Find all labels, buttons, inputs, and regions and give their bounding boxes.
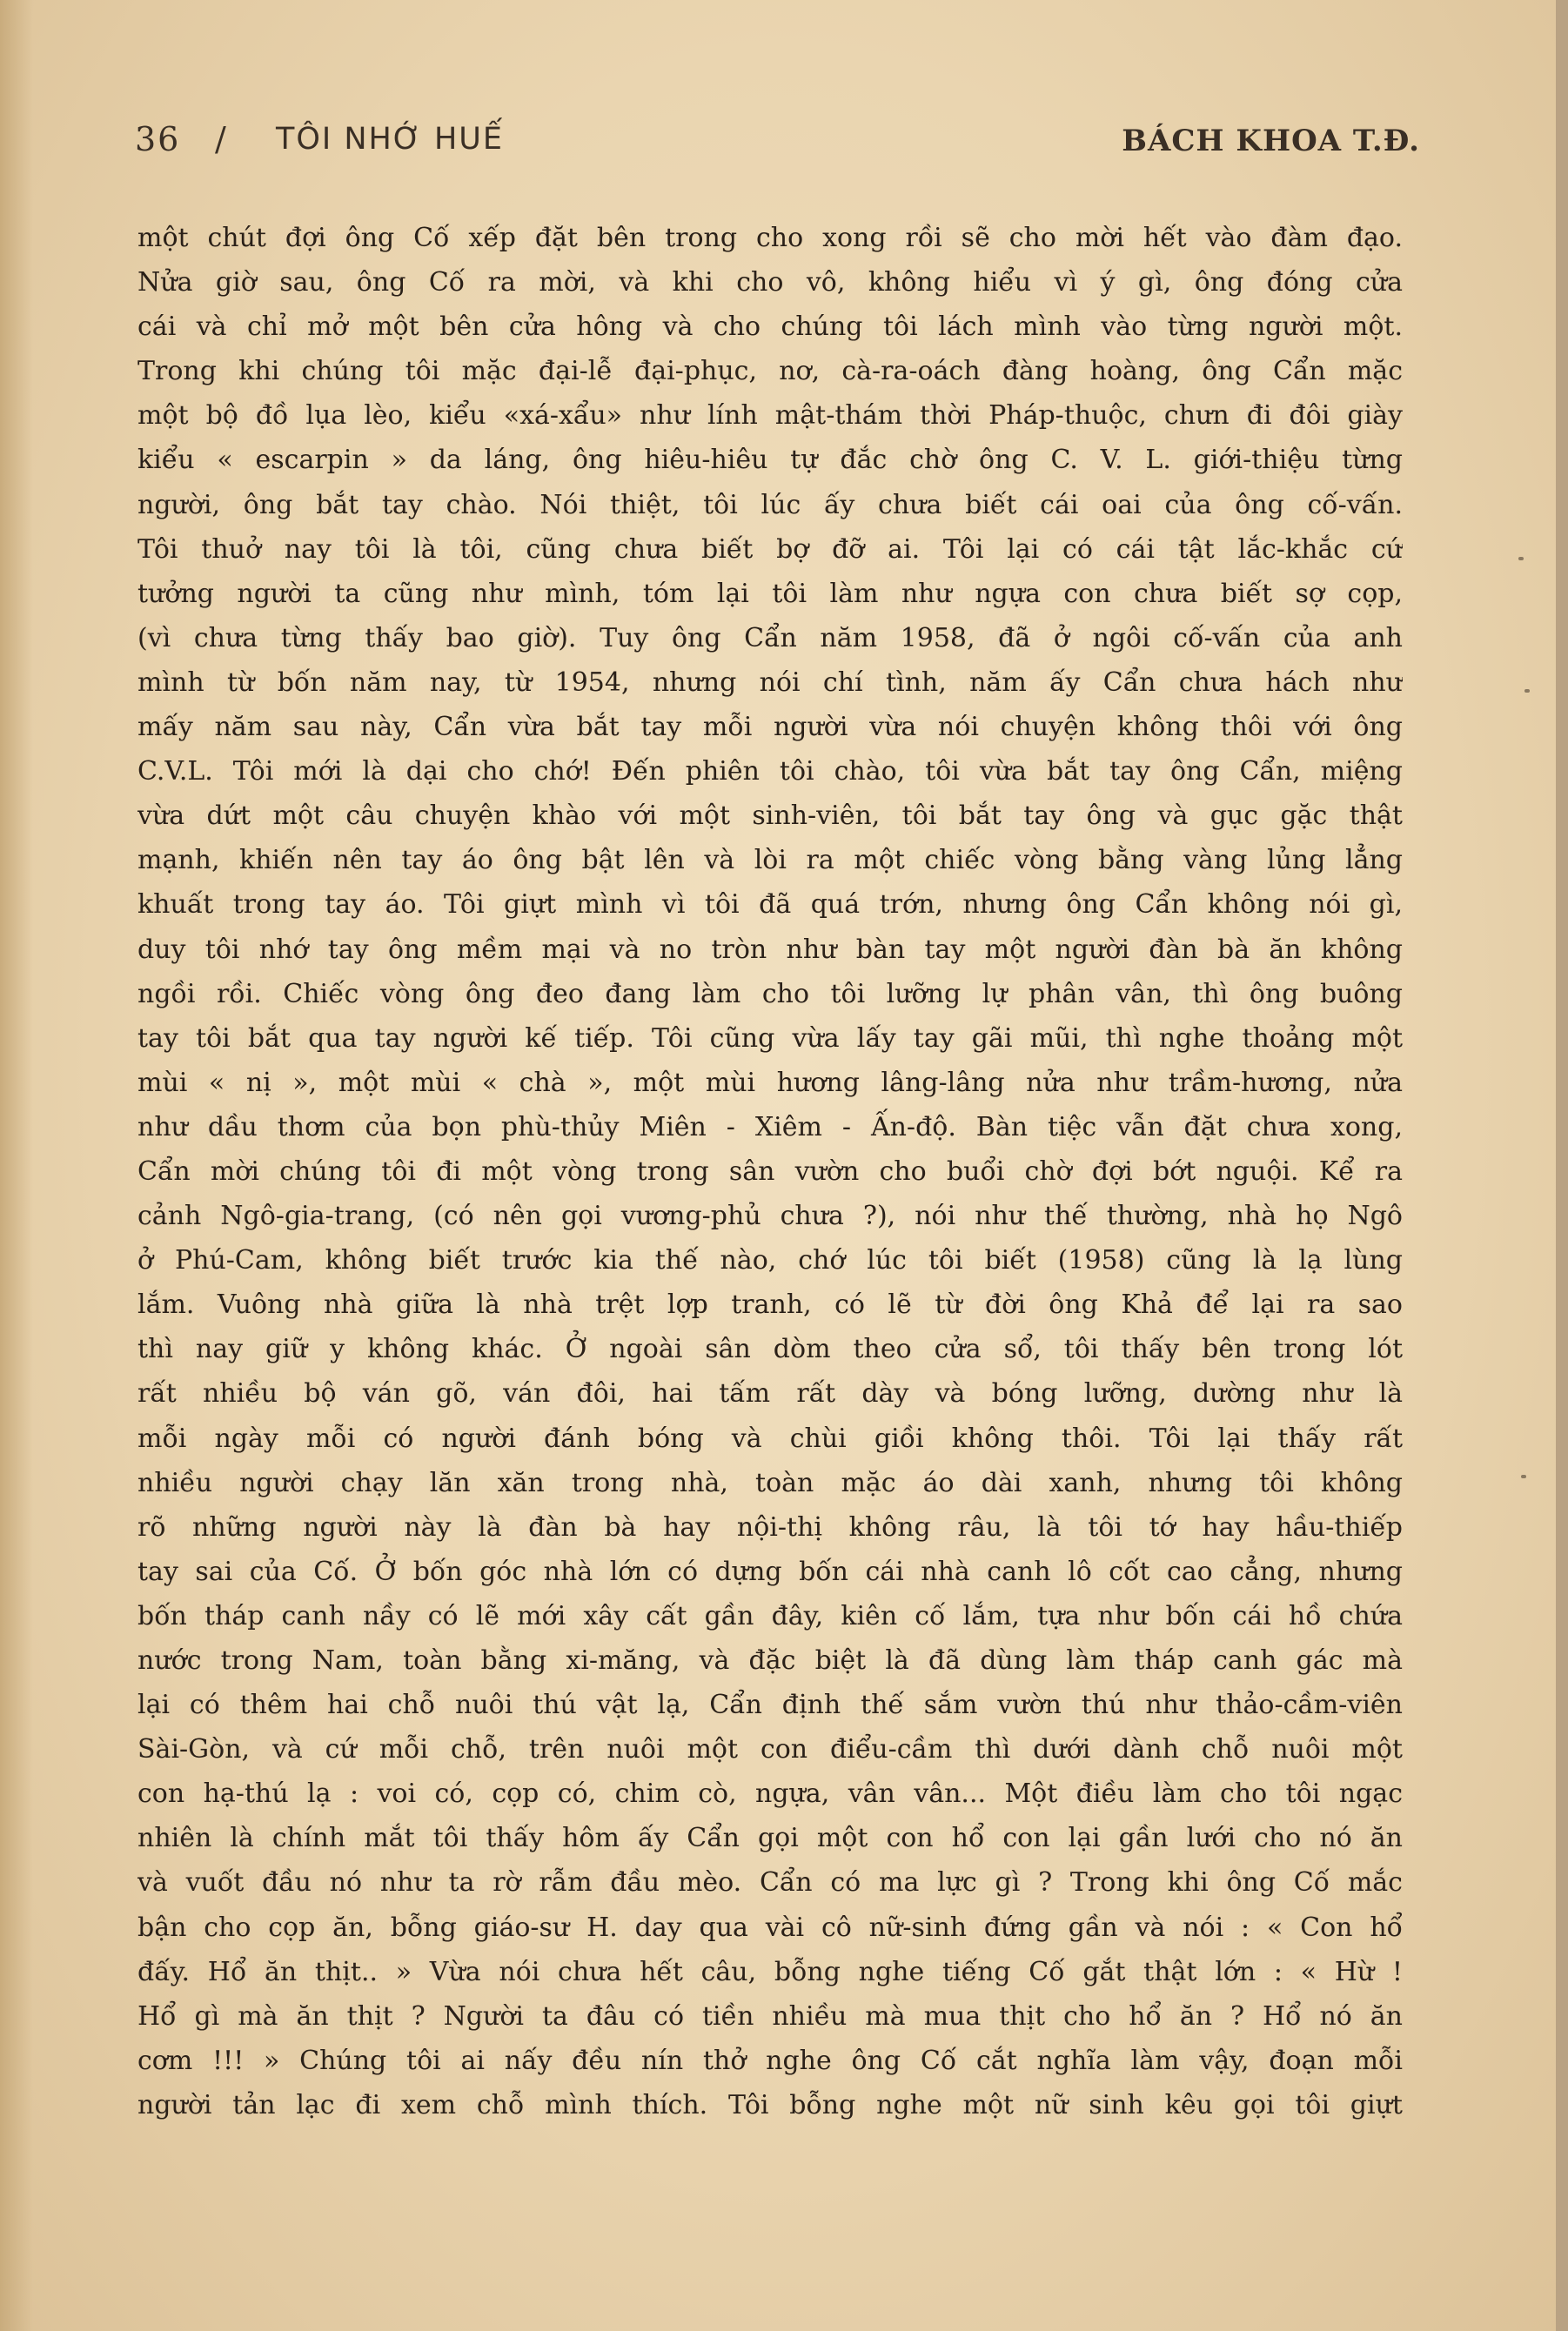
publication-name: BÁCH KHOA T.Đ. (1122, 124, 1420, 158)
text-line: rõ những người này là đàn bà hay nội-thị không râu, là tôi tớ hay hầu-thiếp (137, 1511, 1403, 1543)
paper-speck (1524, 689, 1530, 693)
text-line: mình từ bốn năm nay, từ 1954, nhưng nói chí tình, năm ấy Cẩn chưa hách như (137, 666, 1403, 698)
text-line: tay tôi bắt qua tay người kế tiếp. Tôi cũng vừa lấy tay gãi mũi, thì nghe thoảng một (137, 1022, 1403, 1054)
text-line: ngồi rồi. Chiếc vòng ông đeo đang làm cho tôi lưỡng lự phân vân, thì ông buông (137, 978, 1403, 1009)
text-line: ở Phú-Cam, không biết trước kia thế nào, chớ lúc tôi biết (1958) cũng là lạ lùng (137, 1245, 1403, 1276)
text-line: Trong khi chúng tôi mặc đại-lễ đại-phục, nơ, cà-ra-oách đàng hoàng, ông Cẩn mặc (137, 356, 1403, 387)
text-line: C.V.L. Tôi mới là dại cho chớ! Đến phiên tôi chào, tôi vừa bắt tay ông Cẩn, miệng (137, 756, 1403, 787)
text-line: Tôi thuở nay tôi là tôi, cũng chưa biết bợ đỡ ai. Tôi lại có cái tật lắc-khắc cứ (137, 533, 1403, 565)
binding-shadow (0, 0, 33, 2331)
text-line: bận cho cọp ăn, bỗng giáo-sư H. day qua vài cô nữ-sinh đứng gần và nói : « Con hổ (137, 1912, 1403, 1943)
text-line: một bộ đồ lụa lèo, kiểu «xá-xẩu» như lính mật-thám thời Pháp-thuộc, chưn đi đôi giày (137, 400, 1403, 432)
text-line: mỗi ngày mỗi có người đánh bóng và chùi giồi không thôi. Tôi lại thấy rất (137, 1423, 1403, 1454)
text-line: mùi « nị », một mùi « chà », một mùi hương lâng-lâng nửa như trầm-hương, nửa (137, 1067, 1403, 1098)
text-line: lắm. Vuông nhà giữa là nhà trệt lợp tranh, có lẽ từ đời ông Khả để lại ra sao (137, 1289, 1403, 1321)
text-line: kiểu « escarpin » da láng, ông hiêu-hiêu tự đắc chờ ông C. V. L. giới-thiệu từng (137, 445, 1403, 476)
text-line: mạnh, khiến nên tay áo ông bật lên và lòi ra một chiếc vòng bằng vàng lủng lẳng (137, 845, 1403, 876)
text-line: như dầu thơm của bọn phù-thủy Miên - Xiêm - Ấn-độ. Bàn tiệc vẫn đặt chưa xong, (137, 1111, 1403, 1142)
text-line: tay sai của Cố. Ở bốn góc nhà lớn có dựng bốn cái nhà canh lô cốt cao cẳng, nhưng (137, 1556, 1403, 1587)
text-line: Nửa giờ sau, ông Cố ra mời, và khi cho vô, không hiểu vì ý gì, ông đóng cửa (137, 267, 1403, 298)
text-line: duy tôi nhớ tay ông mềm mại và no tròn như bàn tay một người đàn bà ăn không (137, 934, 1403, 965)
text-line: lại có thêm hai chỗ nuôi thú vật lạ, Cẩn định thế sắm vườn thú như thảo-cầm-viên (137, 1690, 1403, 1721)
text-line: đấy. Hổ ăn thịt.. » Vừa nói chưa hết câu, bỗng nghe tiếng Cố gắt thật lớn : « Hừ ! (137, 1956, 1403, 1987)
text-line: và vuốt đầu nó như ta rờ rẫm đầu mèo. Cẩn có ma lực gì ? Trong khi ông Cố mắc (137, 1867, 1403, 1899)
text-line: tưởng người ta cũng như mình, tóm lại tôi làm như ngựa con chưa biết sợ cọp, (137, 578, 1403, 609)
paper-speck (1521, 1475, 1526, 1478)
paper-speck (1518, 557, 1524, 560)
text-line: cơm !!! » Chúng tôi ai nấy đều nín thở nghe ông Cố cắt nghĩa làm vậy, đoạn mỗi (137, 2045, 1403, 2076)
text-line: cảnh Ngô-gia-trang, (có nên gọi vương-phủ chưa ?), nói như thế thường, nhà họ Ngô (137, 1201, 1403, 1232)
header-separator: / (215, 120, 226, 158)
text-line: con hạ-thú lạ : voi có, cọp có, chim cò, ngựa, vân vân... Một điều làm cho tôi ngạc (137, 1778, 1403, 1810)
text-line: người tản lạc đi xem chỗ mình thích. Tôi bỗng nghe một nữ sinh kêu gọi tôi giựt (137, 2089, 1403, 2120)
text-line: khuất trong tay áo. Tôi giựt mình vì tôi đã quá trớn, nhưng ông Cẩn không nói gì, (137, 889, 1403, 921)
text-line: rất nhiều bộ ván gõ, ván đôi, hai tấm rất dày và bóng lưỡng, dường như là (137, 1378, 1403, 1410)
text-line: người, ông bắt tay chào. Nói thiệt, tôi lúc ấy chưa biết cái oai của ông cố-vấn. (137, 489, 1403, 520)
body-text (137, 216, 1403, 2127)
text-line: bốn tháp canh nầy có lẽ mới xây cất gần đây, kiên cố lắm, tựa như bốn cái hồ chứa (137, 1600, 1403, 1631)
page-number: 36 (135, 120, 181, 158)
running-title: TÔI NHỚ HUẾ (276, 122, 505, 157)
text-line: mấy năm sau này, Cẩn vừa bắt tay mỗi người vừa nói chuyện không thôi với ông (137, 712, 1403, 743)
text-line: Hổ gì mà ăn thịt ? Người ta đâu có tiền nhiều mà mua thịt cho hổ ăn ? Hổ nó ăn (137, 2000, 1403, 2032)
running-header (135, 120, 1420, 164)
text-line: nước trong Nam, toàn bằng xi-măng, và đặc biệt là đã dùng làm tháp canh gác mà (137, 1645, 1403, 1676)
text-line: thì nay giữ y không khác. Ở ngoài sân dòm theo cửa sổ, tôi thấy bên trong lót (137, 1334, 1403, 1365)
text-line: Sài-Gòn, và cứ mỗi chỗ, trên nuôi một con điểu-cầm thì dưới dành chỗ nuôi một (137, 1734, 1403, 1765)
text-line: Cẩn mời chúng tôi đi một vòng trong sân vườn cho buổi chờ đợi bớt nguội. Kể ra (137, 1155, 1403, 1187)
page-edge (1556, 0, 1568, 2331)
text-line: nhiên là chính mắt tôi thấy hôm ấy Cẩn gọi một con hổ con lại gần lưới cho nó ăn (137, 1823, 1403, 1854)
text-line: (vì chưa từng thấy bao giờ). Tuy ông Cẩn năm 1958, đã ở ngôi cố-vấn của anh (137, 622, 1403, 653)
text-line: cái và chỉ mở một bên cửa hông và cho chúng tôi lách mình vào từng người một. (137, 311, 1403, 343)
text-line: vừa dứt một câu chuyện khào với một sinh-viên, tôi bắt tay ông và gục gặc thật (137, 800, 1403, 832)
text-line: nhiều người chạy lăn xăn trong nhà, toàn mặc áo dài xanh, nhưng tôi không (137, 1467, 1403, 1498)
text-line: một chút đợi ông Cố xếp đặt bên trong cho xong rồi sẽ cho mời hết vào đàm đạo. (137, 223, 1403, 253)
